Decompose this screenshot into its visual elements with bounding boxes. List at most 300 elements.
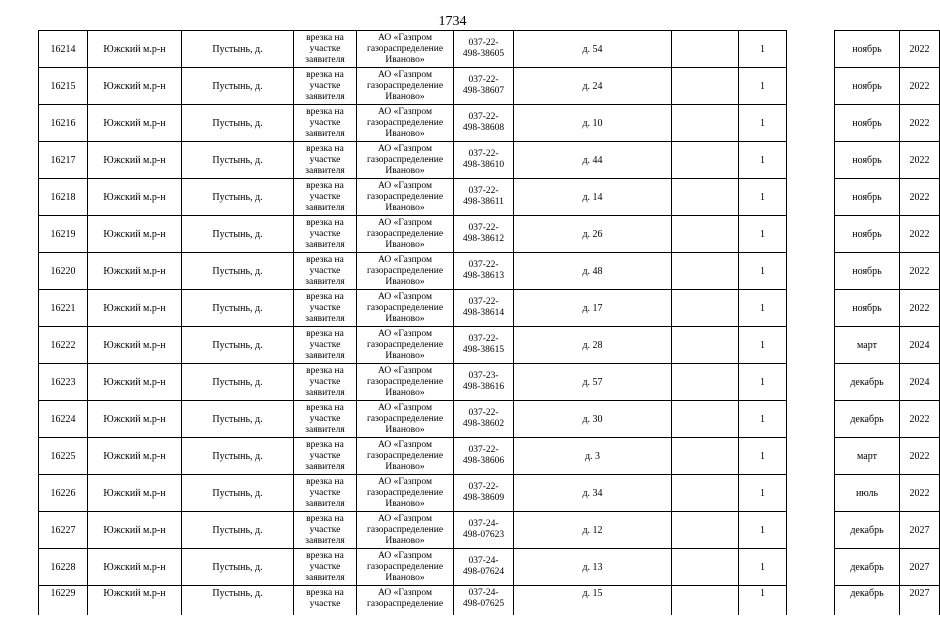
code-cell — [454, 179, 514, 216]
work-type-cell-line: участке — [309, 450, 341, 461]
organization-cell-line: Иваново» — [385, 461, 425, 472]
code-cell-line: 498-38610 — [462, 160, 505, 170]
work-type-cell-line: врезка на — [306, 365, 344, 376]
locality-cell: Пустынь, д. — [182, 327, 294, 364]
year-cell: 2024 — [900, 364, 940, 401]
organization-cell-line: Иваново» — [385, 276, 425, 287]
organization-cell-line: АО «Газпром — [377, 365, 432, 376]
quantity-cell: 1 — [739, 290, 787, 327]
organization-cell-line: газораспределение — [366, 80, 444, 91]
house-cell: д. 57 — [514, 364, 672, 401]
code-cell-line: 037-22- — [468, 112, 499, 122]
organization-cell — [357, 31, 454, 68]
year-cell: 2022 — [900, 31, 940, 68]
code-cell-line: 498-07624 — [462, 567, 505, 577]
work-type-cell-line: заявителя — [305, 350, 345, 361]
organization-cell — [357, 586, 454, 616]
work-type-cell — [294, 586, 357, 616]
empty-cell — [787, 438, 835, 475]
month-cell: декабрь — [835, 512, 900, 549]
code-cell-line: 037-22- — [468, 334, 499, 344]
month-cell: декабрь — [835, 364, 900, 401]
empty-cell — [787, 290, 835, 327]
work-type-cell-line: врезка на — [306, 439, 344, 450]
organization-cell — [357, 253, 454, 290]
organization-cell-line: газораспределение — [366, 413, 444, 424]
district-cell: Южский м.р-н — [88, 31, 182, 68]
code-cell-line: 037-24- — [468, 519, 499, 529]
table-row — [39, 142, 940, 179]
house-cell: д. 14 — [514, 179, 672, 216]
empty-cell — [787, 68, 835, 105]
month-cell: ноябрь — [835, 105, 900, 142]
empty-cell — [672, 401, 739, 438]
row-id: 16220 — [39, 253, 88, 290]
house-cell: д. 15 — [514, 586, 672, 616]
organization-cell-line: Иваново» — [385, 165, 425, 176]
month-cell: декабрь — [835, 586, 900, 616]
district-cell: Южский м.р-н — [88, 253, 182, 290]
empty-cell — [787, 253, 835, 290]
work-type-cell-line: врезка на — [306, 291, 344, 302]
empty-cell — [672, 438, 739, 475]
code-cell-line: 037-22- — [468, 186, 499, 196]
house-cell: д. 54 — [514, 31, 672, 68]
house-cell: д. 12 — [514, 512, 672, 549]
work-type-cell — [294, 475, 357, 512]
work-type-cell-line: врезка на — [306, 143, 344, 154]
gas-connections-table — [38, 30, 940, 615]
organization-cell-line: АО «Газпром — [377, 550, 432, 561]
organization-cell-line: Иваново» — [385, 54, 425, 65]
work-type-cell — [294, 31, 357, 68]
empty-cell — [672, 586, 739, 616]
code-cell — [454, 290, 514, 327]
work-type-cell — [294, 401, 357, 438]
organization-cell-line: Иваново» — [385, 424, 425, 435]
month-cell: ноябрь — [835, 290, 900, 327]
locality-cell: Пустынь, д. — [182, 216, 294, 253]
table-row — [39, 438, 940, 475]
organization-cell-line: Иваново» — [385, 128, 425, 139]
month-cell: декабрь — [835, 549, 900, 586]
empty-cell — [787, 549, 835, 586]
district-cell: Южский м.р-н — [88, 512, 182, 549]
organization-cell-line: газораспределение — [366, 487, 444, 498]
house-cell: д. 48 — [514, 253, 672, 290]
locality-cell: Пустынь, д. — [182, 364, 294, 401]
quantity-cell: 1 — [739, 364, 787, 401]
organization-cell-line: газораспределение — [366, 117, 444, 128]
organization-cell-line: газораспределение — [366, 599, 444, 609]
locality-cell: Пустынь, д. — [182, 179, 294, 216]
code-cell — [454, 31, 514, 68]
organization-cell-line: АО «Газпром — [377, 32, 432, 43]
code-cell-line: 498-38613 — [462, 271, 505, 281]
organization-cell-line: АО «Газпром — [377, 143, 432, 154]
work-type-cell-line: врезка на — [306, 550, 344, 561]
house-cell: д. 3 — [514, 438, 672, 475]
organization-cell — [357, 549, 454, 586]
table-body — [39, 31, 940, 616]
empty-cell — [787, 105, 835, 142]
house-cell: д. 10 — [514, 105, 672, 142]
locality-cell: Пустынь, д. — [182, 253, 294, 290]
code-cell — [454, 364, 514, 401]
empty-cell — [672, 549, 739, 586]
work-type-cell-line: заявителя — [305, 313, 345, 324]
month-cell: июль — [835, 475, 900, 512]
month-cell: ноябрь — [835, 31, 900, 68]
organization-cell — [357, 142, 454, 179]
work-type-cell-line: врезка на — [306, 217, 344, 228]
work-type-cell — [294, 512, 357, 549]
year-cell: 2022 — [900, 179, 940, 216]
code-cell — [454, 327, 514, 364]
district-cell: Южский м.р-н — [88, 179, 182, 216]
organization-cell — [357, 364, 454, 401]
month-cell: март — [835, 438, 900, 475]
code-cell-line: 498-38605 — [462, 49, 505, 59]
organization-cell-line: Иваново» — [385, 91, 425, 102]
organization-cell-line: газораспределение — [366, 228, 444, 239]
organization-cell-line: АО «Газпром — [377, 328, 432, 339]
district-cell: Южский м.р-н — [88, 401, 182, 438]
work-type-cell-line: врезка на — [306, 328, 344, 339]
code-cell-line: 037-22- — [468, 482, 499, 492]
organization-cell-line: газораспределение — [366, 376, 444, 387]
work-type-cell-line: врезка на — [306, 106, 344, 117]
code-cell-line: 498-38608 — [462, 123, 505, 133]
work-type-cell-line: участке — [309, 117, 341, 128]
empty-cell — [672, 105, 739, 142]
table-row — [39, 31, 940, 68]
organization-cell — [357, 327, 454, 364]
organization-cell-line: газораспределение — [366, 43, 444, 54]
organization-cell-line: Иваново» — [385, 535, 425, 546]
organization-cell-line: газораспределение — [366, 561, 444, 572]
code-cell-line: 498-38609 — [462, 493, 505, 503]
empty-cell — [672, 512, 739, 549]
organization-cell — [357, 512, 454, 549]
work-type-cell-line: участке — [309, 228, 341, 239]
work-type-cell-line: заявителя — [305, 424, 345, 435]
year-cell: 2022 — [900, 401, 940, 438]
row-id: 16215 — [39, 68, 88, 105]
locality-cell: Пустынь, д. — [182, 475, 294, 512]
year-cell: 2027 — [900, 549, 940, 586]
code-cell-line: 498-38612 — [462, 234, 505, 244]
year-cell: 2022 — [900, 68, 940, 105]
organization-cell-line: Иваново» — [385, 202, 425, 213]
district-cell: Южский м.р-н — [88, 105, 182, 142]
year-cell: 2022 — [900, 216, 940, 253]
locality-cell: Пустынь, д. — [182, 68, 294, 105]
month-cell: ноябрь — [835, 216, 900, 253]
quantity-cell: 1 — [739, 549, 787, 586]
district-cell: Южский м.р-н — [88, 475, 182, 512]
empty-cell — [787, 179, 835, 216]
quantity-cell: 1 — [739, 142, 787, 179]
work-type-cell-line: заявителя — [305, 165, 345, 176]
year-cell: 2022 — [900, 475, 940, 512]
table-row — [39, 216, 940, 253]
empty-cell — [672, 179, 739, 216]
empty-cell — [672, 327, 739, 364]
work-type-cell-line: заявителя — [305, 239, 345, 250]
work-type-cell — [294, 179, 357, 216]
house-cell: д. 34 — [514, 475, 672, 512]
house-cell: д. 24 — [514, 68, 672, 105]
code-cell — [454, 68, 514, 105]
organization-cell-line: Иваново» — [385, 313, 425, 324]
organization-cell — [357, 475, 454, 512]
code-cell-line: 037-22- — [468, 408, 499, 418]
code-cell — [454, 105, 514, 142]
work-type-cell-line: врезка на — [306, 588, 344, 598]
table-row — [39, 253, 940, 290]
empty-cell — [787, 216, 835, 253]
organization-cell — [357, 438, 454, 475]
work-type-cell-line: участке — [309, 487, 341, 498]
work-type-cell — [294, 105, 357, 142]
house-cell: д. 30 — [514, 401, 672, 438]
organization-cell-line: АО «Газпром — [377, 217, 432, 228]
code-cell — [454, 142, 514, 179]
code-cell-line: 498-07625 — [462, 599, 505, 609]
organization-cell — [357, 290, 454, 327]
empty-cell — [672, 216, 739, 253]
district-cell: Южский м.р-н — [88, 586, 182, 616]
code-cell-line: 037-22- — [468, 445, 499, 455]
row-id: 16222 — [39, 327, 88, 364]
work-type-cell-line: заявителя — [305, 54, 345, 65]
empty-cell — [787, 401, 835, 438]
organization-cell-line: Иваново» — [385, 350, 425, 361]
work-type-cell-line: врезка на — [306, 402, 344, 413]
organization-cell-line: АО «Газпром — [377, 513, 432, 524]
year-cell: 2022 — [900, 438, 940, 475]
month-cell: ноябрь — [835, 68, 900, 105]
table-row — [39, 475, 940, 512]
organization-cell-line: АО «Газпром — [377, 69, 432, 80]
locality-cell: Пустынь, д. — [182, 31, 294, 68]
empty-cell — [787, 327, 835, 364]
locality-cell: Пустынь, д. — [182, 105, 294, 142]
empty-cell — [672, 68, 739, 105]
house-cell: д. 44 — [514, 142, 672, 179]
work-type-cell-line: заявителя — [305, 461, 345, 472]
empty-cell — [787, 142, 835, 179]
work-type-cell-line: заявителя — [305, 572, 345, 583]
empty-cell — [787, 31, 835, 68]
year-cell: 2022 — [900, 142, 940, 179]
quantity-cell: 1 — [739, 438, 787, 475]
work-type-cell-line: врезка на — [306, 180, 344, 191]
work-type-cell — [294, 327, 357, 364]
code-cell-line: 037-24- — [468, 556, 499, 566]
district-cell: Южский м.р-н — [88, 68, 182, 105]
district-cell: Южский м.р-н — [88, 364, 182, 401]
month-cell: ноябрь — [835, 142, 900, 179]
code-cell-line: 498-38602 — [462, 419, 505, 429]
row-id: 16229 — [39, 586, 88, 616]
work-type-cell — [294, 253, 357, 290]
organization-cell — [357, 179, 454, 216]
district-cell: Южский м.р-н — [88, 438, 182, 475]
locality-cell: Пустынь, д. — [182, 512, 294, 549]
work-type-cell — [294, 438, 357, 475]
work-type-cell-line: заявителя — [305, 128, 345, 139]
district-cell: Южский м.р-н — [88, 142, 182, 179]
code-cell-line: 498-38616 — [462, 382, 505, 392]
organization-cell-line: Иваново» — [385, 239, 425, 250]
organization-cell — [357, 68, 454, 105]
organization-cell-line: газораспределение — [366, 191, 444, 202]
organization-cell-line: газораспределение — [366, 450, 444, 461]
empty-cell — [672, 253, 739, 290]
work-type-cell-line: участке — [309, 265, 341, 276]
code-cell — [454, 586, 514, 616]
code-cell-line: 498-07623 — [462, 530, 505, 540]
house-cell: д. 26 — [514, 216, 672, 253]
organization-cell-line: АО «Газпром — [377, 106, 432, 117]
code-cell — [454, 512, 514, 549]
organization-cell — [357, 401, 454, 438]
work-type-cell-line: участке — [309, 154, 341, 165]
work-type-cell — [294, 68, 357, 105]
code-cell-line: 037-22- — [468, 75, 499, 85]
organization-cell-line: газораспределение — [366, 154, 444, 165]
organization-cell-line: АО «Газпром — [377, 476, 432, 487]
empty-cell — [672, 142, 739, 179]
house-cell: д. 28 — [514, 327, 672, 364]
code-cell-line: 037-22- — [468, 297, 499, 307]
row-id: 16226 — [39, 475, 88, 512]
code-cell-line: 037-24- — [468, 588, 499, 598]
organization-cell-line: газораспределение — [366, 524, 444, 535]
row-id: 16216 — [39, 105, 88, 142]
row-id: 16223 — [39, 364, 88, 401]
work-type-cell-line: участке — [309, 191, 341, 202]
code-cell-line: 037-22- — [468, 223, 499, 233]
code-cell-line: 498-38606 — [462, 456, 505, 466]
organization-cell-line: Иваново» — [385, 498, 425, 509]
organization-cell-line: газораспределение — [366, 302, 444, 313]
organization-cell — [357, 216, 454, 253]
row-id: 16224 — [39, 401, 88, 438]
quantity-cell: 1 — [739, 401, 787, 438]
year-cell: 2027 — [900, 586, 940, 616]
table-row — [39, 179, 940, 216]
code-cell — [454, 475, 514, 512]
code-cell-line: 037-22- — [468, 260, 499, 270]
quantity-cell: 1 — [739, 475, 787, 512]
organization-cell-line: Иваново» — [385, 572, 425, 583]
code-cell-line: 037-22- — [468, 149, 499, 159]
work-type-cell-line: заявителя — [305, 498, 345, 509]
quantity-cell: 1 — [739, 586, 787, 616]
organization-cell-line: газораспределение — [366, 265, 444, 276]
table-row — [39, 401, 940, 438]
work-type-cell-line: врезка на — [306, 32, 344, 43]
work-type-cell-line: участке — [309, 80, 341, 91]
work-type-cell — [294, 216, 357, 253]
organization-cell-line: Иваново» — [385, 387, 425, 398]
locality-cell: Пустынь, д. — [182, 290, 294, 327]
row-id: 16214 — [39, 31, 88, 68]
row-id: 16218 — [39, 179, 88, 216]
quantity-cell: 1 — [739, 512, 787, 549]
house-cell: д. 17 — [514, 290, 672, 327]
work-type-cell-line: врезка на — [306, 513, 344, 524]
year-cell: 2022 — [900, 105, 940, 142]
table-row — [39, 105, 940, 142]
work-type-cell-line: участке — [309, 413, 341, 424]
row-id: 16228 — [39, 549, 88, 586]
empty-cell — [672, 475, 739, 512]
organization-cell-line: АО «Газпром — [377, 402, 432, 413]
empty-cell — [672, 364, 739, 401]
empty-cell — [787, 364, 835, 401]
page-number: 1734 — [438, 14, 467, 29]
work-type-cell-line: участке — [309, 524, 341, 535]
work-type-cell-line: заявителя — [305, 276, 345, 287]
code-cell-line: 037-22- — [468, 38, 499, 48]
code-cell — [454, 253, 514, 290]
row-id: 16225 — [39, 438, 88, 475]
work-type-cell-line: участке — [309, 339, 341, 350]
quantity-cell: 1 — [739, 68, 787, 105]
code-cell — [454, 438, 514, 475]
work-type-cell-line: заявителя — [305, 387, 345, 398]
empty-cell — [787, 475, 835, 512]
work-type-cell-line: заявителя — [305, 535, 345, 546]
month-cell: ноябрь — [835, 179, 900, 216]
table-row — [39, 290, 940, 327]
row-id: 16219 — [39, 216, 88, 253]
district-cell: Южский м.р-н — [88, 216, 182, 253]
work-type-cell-line: участке — [309, 376, 341, 387]
work-type-cell-line: участке — [309, 599, 341, 609]
locality-cell: Пустынь, д. — [182, 438, 294, 475]
table-row — [39, 68, 940, 105]
table-row — [39, 512, 940, 549]
locality-cell: Пустынь, д. — [182, 586, 294, 616]
year-cell: 2024 — [900, 327, 940, 364]
organization-cell-line: газораспределение — [366, 339, 444, 350]
district-cell: Южский м.р-н — [88, 549, 182, 586]
work-type-cell — [294, 364, 357, 401]
row-id: 16221 — [39, 290, 88, 327]
organization-cell-line: АО «Газпром — [377, 439, 432, 450]
locality-cell: Пустынь, д. — [182, 549, 294, 586]
district-cell: Южский м.р-н — [88, 290, 182, 327]
locality-cell: Пустынь, д. — [182, 142, 294, 179]
empty-cell — [672, 31, 739, 68]
table-row — [39, 586, 940, 616]
empty-cell — [672, 290, 739, 327]
quantity-cell: 1 — [739, 253, 787, 290]
quantity-cell: 1 — [739, 216, 787, 253]
organization-cell-line: АО «Газпром — [377, 254, 432, 265]
year-cell: 2022 — [900, 290, 940, 327]
year-cell: 2022 — [900, 253, 940, 290]
work-type-cell-line: врезка на — [306, 69, 344, 80]
work-type-cell-line: участке — [309, 302, 341, 313]
code-cell-line: 498-38607 — [462, 86, 505, 96]
work-type-cell-line: заявителя — [305, 91, 345, 102]
